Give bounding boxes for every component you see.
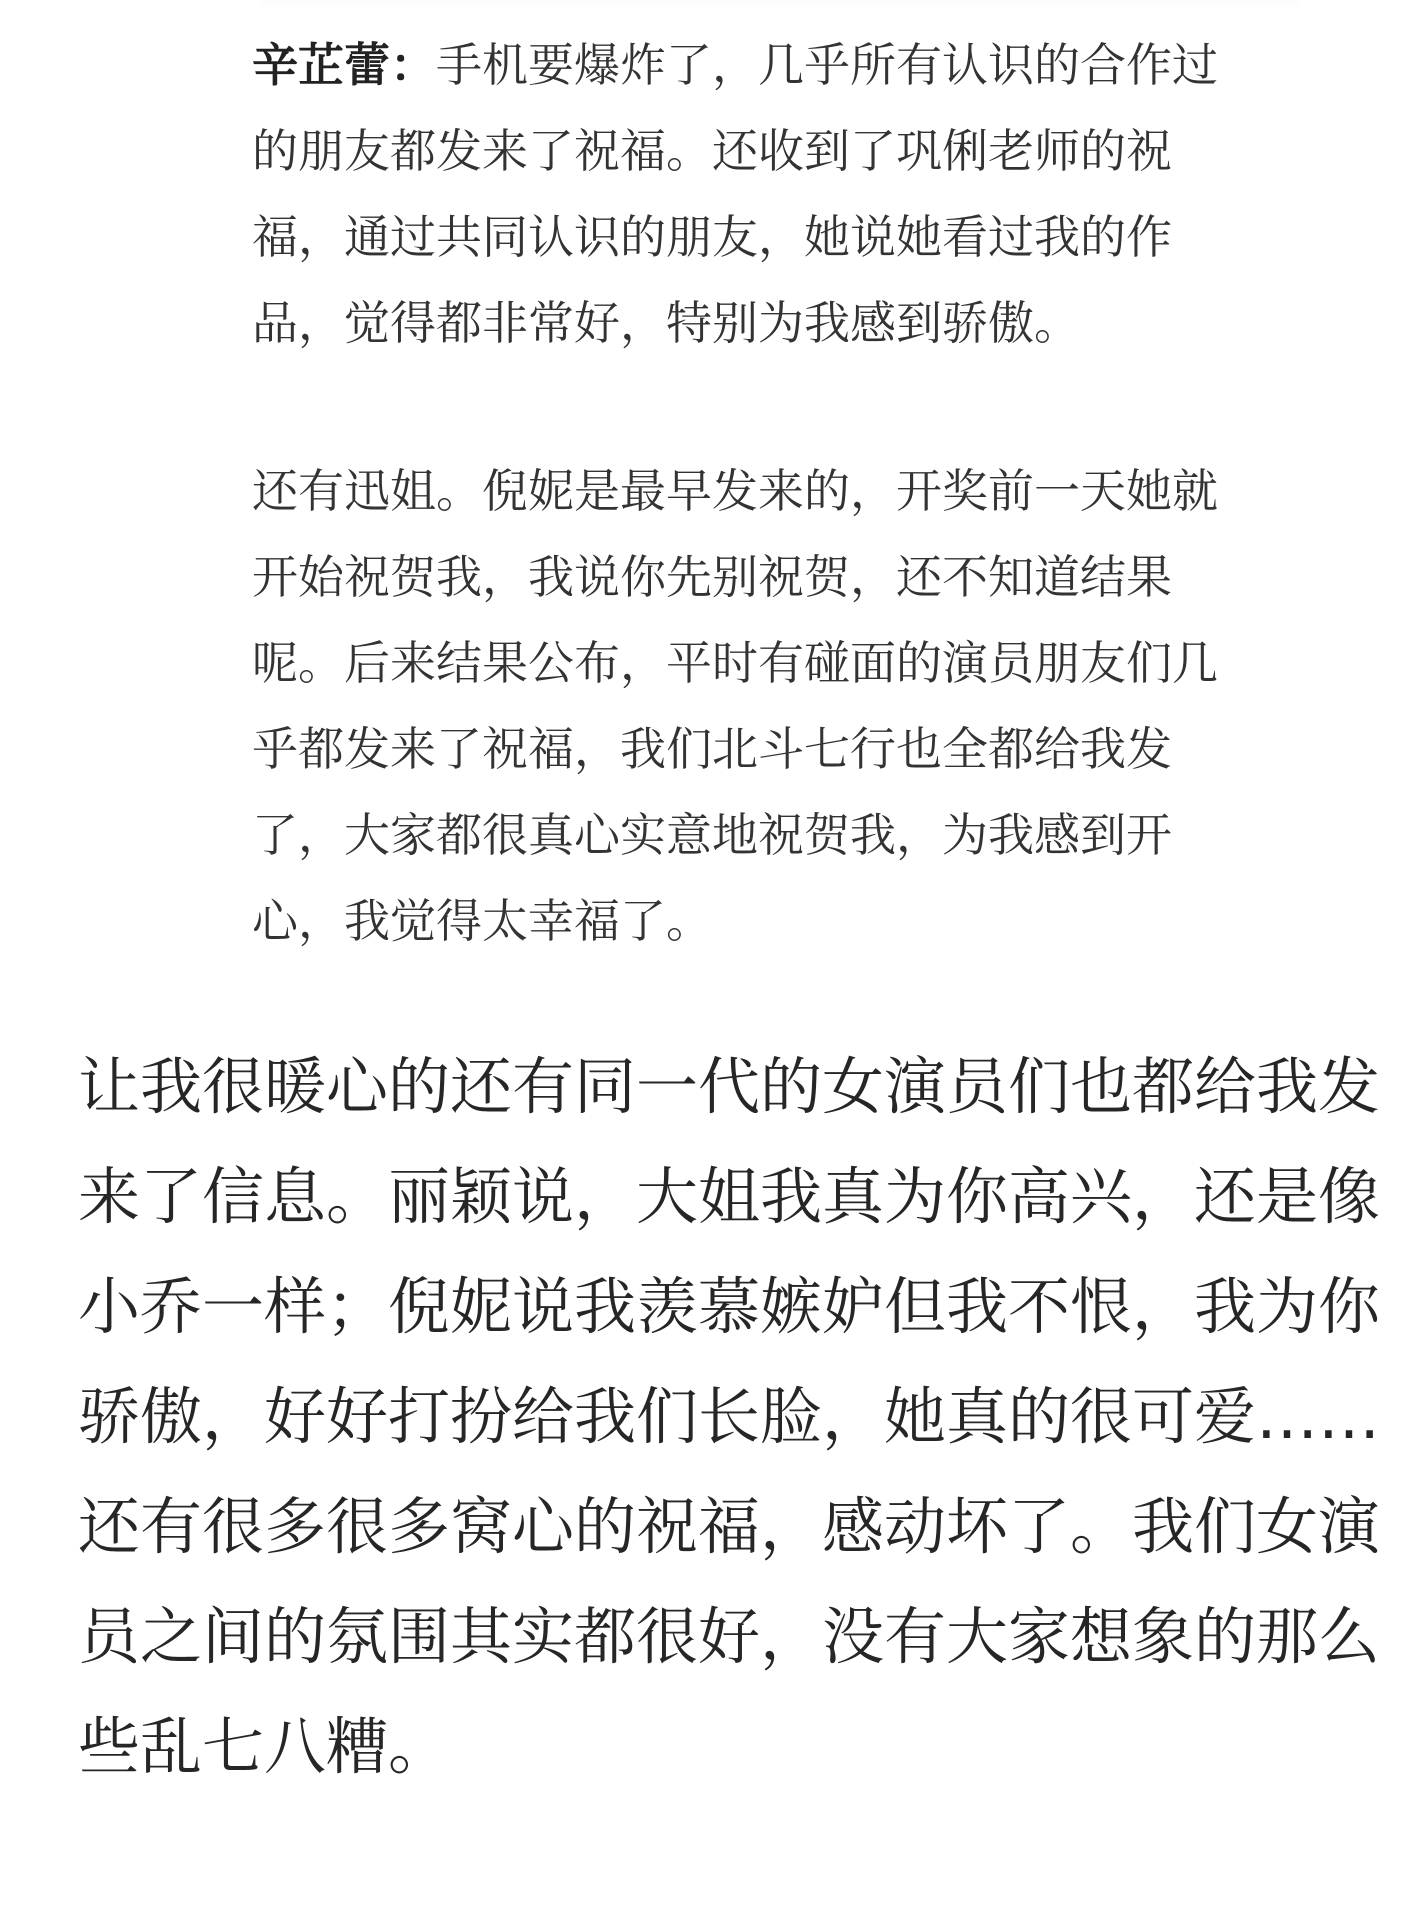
main-paragraph xyxy=(78,1032,1418,1802)
main-line-7: 些乱七八糟。 xyxy=(78,1710,451,1783)
quote-1-line-4: 品，觉得都非常好，特别为我感到骄傲。 xyxy=(252,296,1080,350)
cropped-previous-line xyxy=(260,0,1300,10)
quote-2-line-5: 了，大家都很真心实意地祝贺我，为我感到开 xyxy=(252,808,1172,862)
quote-2-line-4: 乎都发来了祝福，我们北斗七行也全都给我发 xyxy=(252,722,1172,776)
main-line-2: 来了信息。丽颖说，大姐我真为你高兴，还是像 xyxy=(78,1160,1381,1233)
quote-1-line-2: 的朋友都发来了祝福。还收到了巩俐老师的祝 xyxy=(252,124,1172,178)
quote-2-line-6: 心，我觉得太幸福了。 xyxy=(252,894,712,948)
quote-block-1 xyxy=(252,22,1342,366)
quote-1-line-3: 福，通过共同认识的朋友，她说她看过我的作 xyxy=(252,210,1172,264)
main-line-6: 员之间的氛围其实都很好，没有大家想象的那么 xyxy=(78,1600,1381,1673)
quote-2-line-1: 还有迅姐。倪妮是最早发来的，开奖前一天她就 xyxy=(252,464,1218,518)
quote-2-line-3: 呢。后来结果公布，平时有碰面的演员朋友们几 xyxy=(252,636,1218,690)
speaker-label: 辛芷蕾： xyxy=(252,38,436,92)
main-line-5: 还有很多很多窝心的祝福，感动坏了。我们女演 xyxy=(78,1490,1381,1563)
quote-block-2 xyxy=(252,448,1342,964)
main-line-1: 让我很暖心的还有同一代的女演员们也都给我发 xyxy=(78,1050,1381,1123)
main-line-3: 小乔一样；倪妮说我羡慕嫉妒但我不恨，我为你 xyxy=(78,1270,1381,1343)
main-line-4: 骄傲，好好打扮给我们长脸，她真的很可爱…… xyxy=(78,1380,1381,1453)
quote-1-line-1: 辛芷蕾：手机要爆炸了，几乎所有认识的合作过 xyxy=(252,38,1218,92)
quote-2-line-2: 开始祝贺我，我说你先别祝贺，还不知道结果 xyxy=(252,550,1172,604)
